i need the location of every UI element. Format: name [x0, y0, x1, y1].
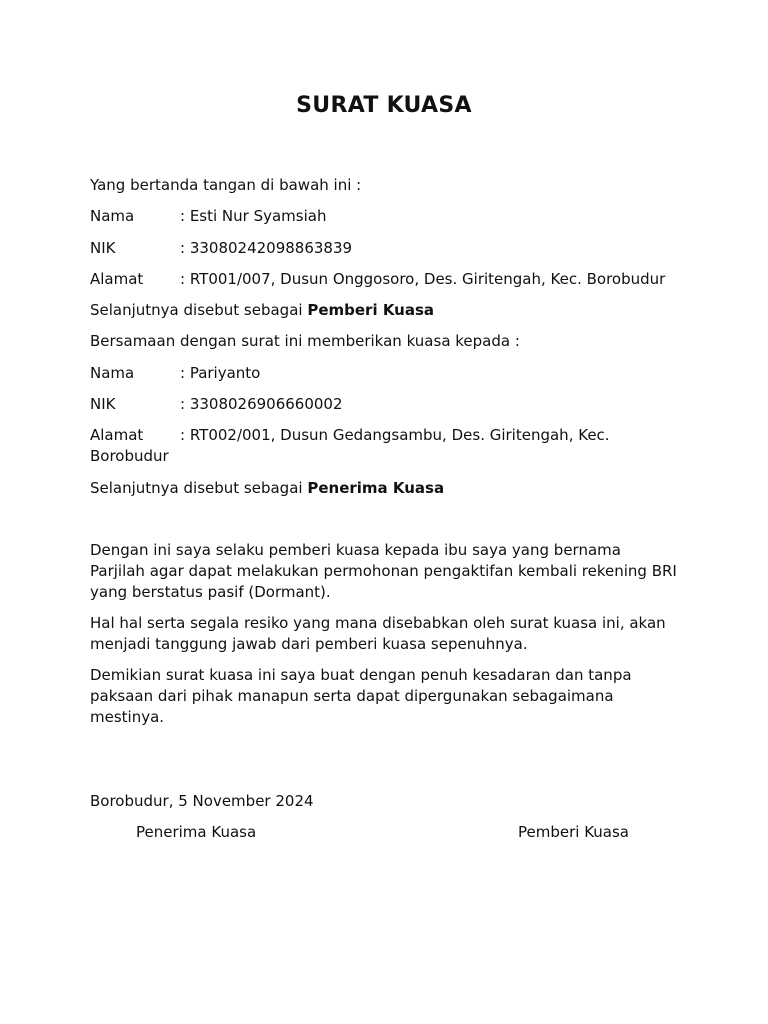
- signature-label-grantee: Penerima Kuasa: [136, 823, 257, 841]
- place-date: Borobudur, 5 November 2024: [90, 792, 314, 810]
- grantee-nik-label: NIK: [90, 395, 116, 413]
- grantor-address-value: : RT001/007, Dusun Onggosoro, Des. Giritengah, Kec. Borobudur: [180, 270, 666, 288]
- grantee-name-label: Nama: [90, 364, 135, 382]
- grantee-nik-row: [90, 394, 343, 415]
- grantee-referred-prefix: Selanjutnya disebut sebagai: [90, 479, 308, 497]
- grantor-address-row: [90, 269, 665, 290]
- grantor-referred-prefix: Selanjutnya disebut sebagai: [90, 301, 308, 319]
- grantee-name-row: [90, 363, 260, 384]
- paragraph-purpose: Dengan ini saya selaku pemberi kuasa kepada ibu saya yang bernama Parjilah agar dapat melakukan permohonan pengaktifan kembali rekening BRI yang berstatus pasif (Dormant).: [90, 541, 677, 601]
- grantee-nik-value: : 3308026906660002: [180, 395, 343, 413]
- grantor-name-row: [90, 206, 326, 227]
- grantor-referred-row: [90, 300, 434, 321]
- document-title: SURAT KUASA: [296, 93, 472, 118]
- grantee-address-value: : RT002/001, Dusun Gedangsambu, Des. Giritengah, Kec. Borobudur: [90, 426, 610, 465]
- paragraph-responsibility: Hal hal serta segala resiko yang mana disebabkan oleh surat kuasa ini, akan menjadi tanggung jawab dari pemberi kuasa sepenuhnya.: [90, 614, 666, 653]
- grantor-address-label: Alamat: [90, 270, 144, 288]
- grantee-name-value: : Pariyanto: [180, 364, 261, 382]
- grantor-nik-row: [90, 238, 352, 259]
- grantee-referred-row: [90, 478, 444, 499]
- grantor-role: Pemberi Kuasa: [307, 301, 435, 319]
- transition-text: Bersamaan dengan surat ini memberikan kuasa kepada :: [90, 332, 520, 350]
- grantee-address-row: [90, 425, 650, 467]
- grantor-name-label: Nama: [90, 207, 135, 225]
- grantor-name-value: : Esti Nur Syamsiah: [180, 207, 327, 225]
- intro-text: Yang bertanda tangan di bawah ini :: [90, 176, 362, 194]
- grantee-address-label: Alamat: [90, 426, 144, 444]
- paragraph-closing: Demikian surat kuasa ini saya buat dengan penuh kesadaran dan tanpa paksaan dari pihak manapun serta dapat dipergunakan sebagaimana mestinya.: [90, 666, 632, 726]
- signature-label-grantor: Pemberi Kuasa: [518, 823, 629, 841]
- grantor-nik-label: NIK: [90, 239, 116, 257]
- grantor-nik-value: : 33080242098863839: [180, 239, 353, 257]
- grantee-role: Penerima Kuasa: [307, 479, 445, 497]
